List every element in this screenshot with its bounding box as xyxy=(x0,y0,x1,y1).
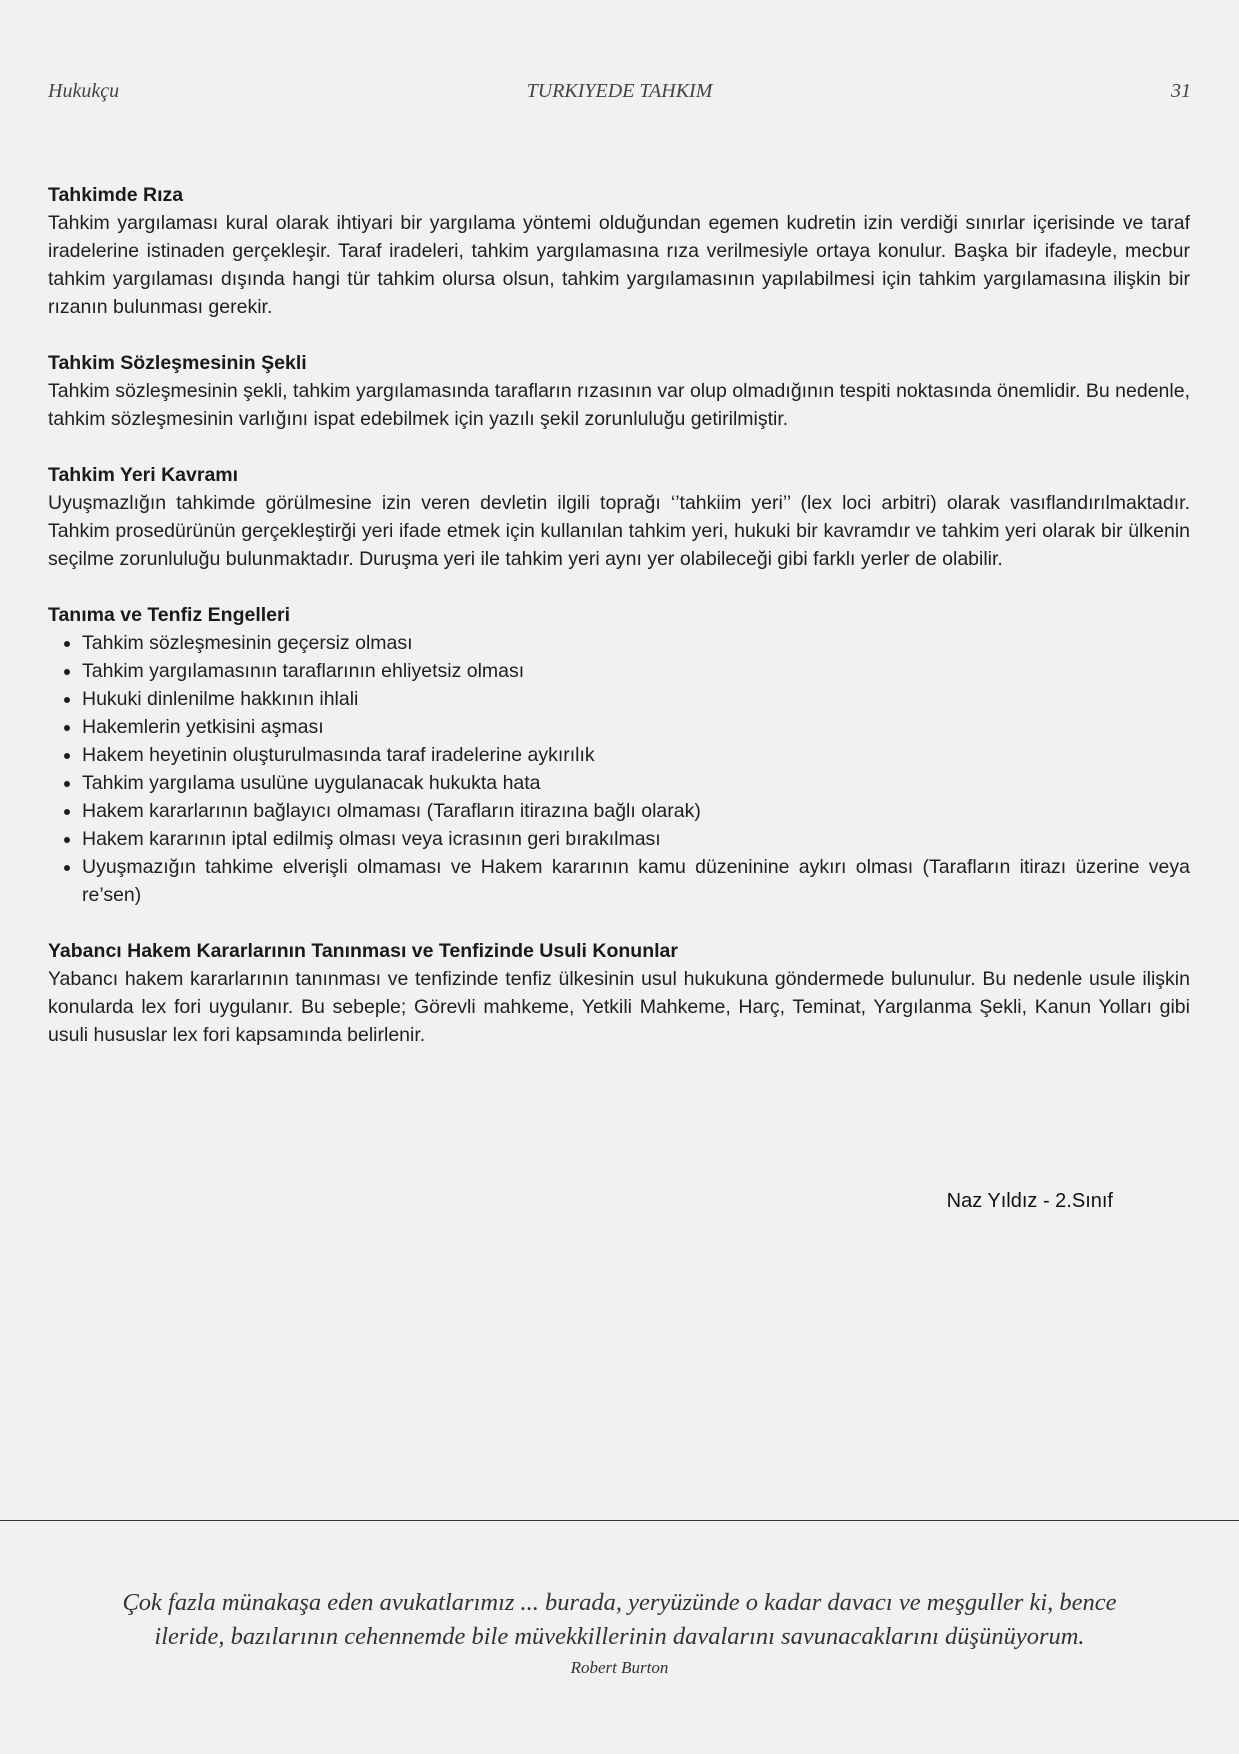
footer-quote: Çok fazla münakaşa eden avukatlarımız ... burada, yeryüzünde o kadar davacı ve meşguller ki, bence ileride, bazılarının cehennemde bile müvekkillerinin davalarını savunacaklarını düşünüyorum. xyxy=(122,1589,1117,1650)
footer-divider xyxy=(0,1520,1239,1521)
section-tahkimde-riza xyxy=(48,181,1190,321)
author-signature: Naz Yıldız - 2.Sınıf xyxy=(946,1190,1113,1212)
page-number: 31 xyxy=(1171,80,1191,102)
list-item: • Hakem kararlarının bağlayıcı olmaması (Tarafların itirazına bağlı olarak) xyxy=(82,797,1190,825)
section-heading: Yabancı Hakem Kararlarının Tanınması ve Tenfizinde Usuli Konunlar xyxy=(48,940,678,962)
list-item: • Tahkim yargılama usulüne uygulanacak hukukta hata xyxy=(82,769,1190,797)
section-tanima-tenfiz-engelleri xyxy=(48,601,1190,909)
quote-author: Robert Burton xyxy=(570,1658,669,1677)
list-item: • Hukuki dinlenilme hakkının ihlali xyxy=(82,685,1190,713)
section-usuli-konular xyxy=(48,937,1190,1049)
list-item: • Tahkim yargılamasının taraflarının ehliyetsiz olması xyxy=(82,657,1190,685)
section-paragraph: Uyuşmazlığın tahkimde görülmesine izin veren devletin ilgili toprağı ‘’tahkiim yeri’’ (lex loci arbitri) olarak vasıflandırılmaktadır. Tahkim prosedürünün gerçekleştirği yeri ifade etmek için kullanılan tahkim yeri, hukuki bir kavramdır ve tahkim yeri olarak bir ülkenin seçilme zorunluluğu bulunmaktadır. Duruşma yeri ile tahkim yeri aynı yer olabileceği gibi farklı yerler de olabilir. xyxy=(48,492,1190,570)
article-body xyxy=(48,181,1190,1077)
section-heading: Tahkimde Rıza xyxy=(48,184,184,206)
section-heading: Tahkim Yeri Kavramı xyxy=(48,464,239,486)
section-heading: Tanıma ve Tenfiz Engelleri xyxy=(48,604,291,626)
list-item: • Uyuşmazığın tahkime elverişli olmaması ve Hakem kararının kamu düzeninine aykırı olması (Tarafların itirazı üzerine veya re’sen) xyxy=(82,853,1190,909)
list-item: • Hakem heyetinin oluşturulmasında taraf iradelerine aykırılık xyxy=(82,741,1190,769)
section-paragraph: Yabancı hakem kararlarının tanınması ve tenfizinde tenfiz ülkesinin usul hukukuna göndermede bulunulur. Bu nedenle usule ilişkin konularda lex fori uygulanır. Bu sebeple; Görevli mahkeme, Yetkili Mahkeme, Harç, Teminat, Yargılanma Şekli, Kanun Yolları gibi usuli hususlar lex fori kapsamında belirlenir. xyxy=(48,968,1190,1046)
section-heading: Tahkim Sözleşmesinin Şekli xyxy=(48,352,307,374)
section-paragraph: Tahkim sözleşmesinin şekli, tahkim yargılamasında tarafların rızasının var olup olmadığının tespiti noktasında önemlidir. Bu nedenle, tahkim sözleşmesinin varlığını ispat edebilmek için yazılı şekil zorunluluğu getirilmiştir. xyxy=(48,380,1190,430)
obstacles-list xyxy=(48,629,1190,909)
publication-name: Hukukçu xyxy=(48,80,120,102)
list-item: • Hakemlerin yetkisini aşması xyxy=(82,713,1190,741)
list-item: • Hakem kararının iptal edilmiş olması veya icrasının geri bırakılması xyxy=(82,825,1190,853)
running-header xyxy=(48,80,1191,108)
section-sozlesme-sekli xyxy=(48,349,1190,433)
chapter-title: TURKIYEDE TAHKIM xyxy=(526,80,713,102)
list-item: • Tahkim sözleşmesinin geçersiz olması xyxy=(82,629,1190,657)
section-tahkim-yeri xyxy=(48,461,1190,573)
section-paragraph: Tahkim yargılaması kural olarak ihtiyari bir yargılama yöntemi olduğundan egemen kudretin izin verdiği sınırlar içerisinde ve taraf iradelerine istinaden gerçekleşir. Taraf iradeleri, tahkim yargılamasına rıza verilmesiyle ortaya konulur. Başka bir ifadeyle, mecbur tahkim yargılaması dışında hangi tür tahkim olursa olsun, tahkim yargılamasının yapılabilmesi için tahkim yargılamasına ilişkin bir rızanın bulunması gerekir. xyxy=(48,212,1190,318)
